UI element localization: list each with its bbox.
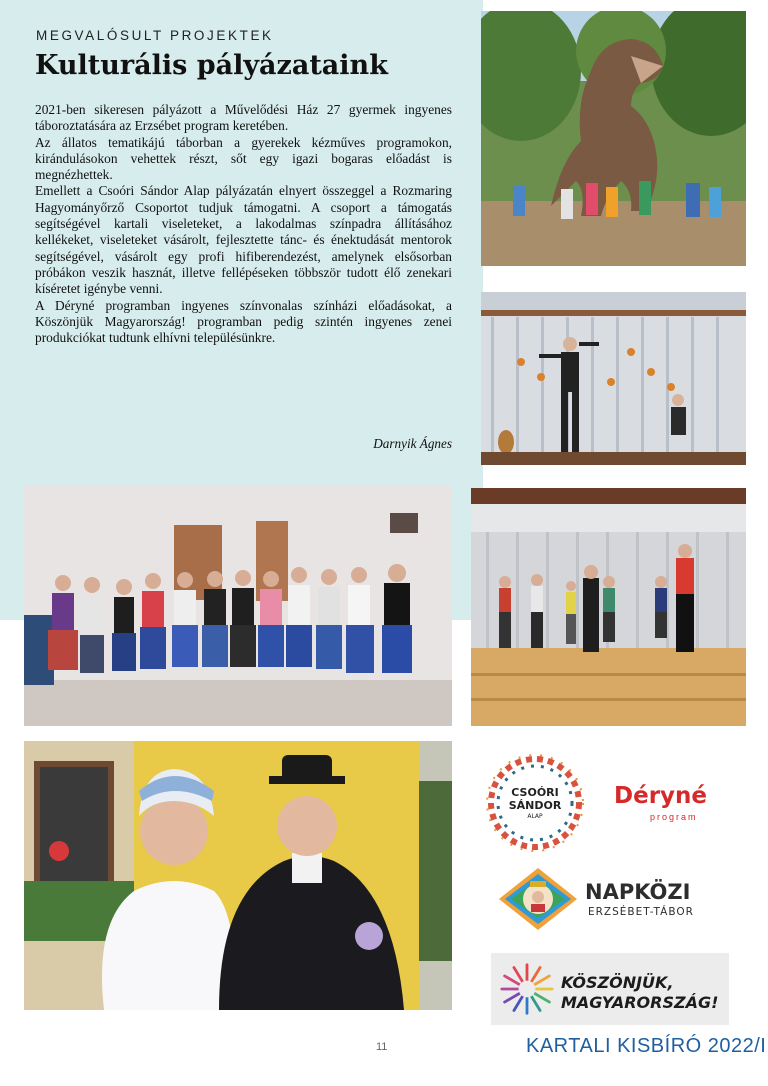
page-number: 11 [376,1041,388,1053]
sunburst-icon [499,961,555,1017]
csoori-line2: SÁNDOR [508,799,562,812]
logo-napkozi-erzsebet-tabor [497,866,723,932]
article-paragraph: Emellett a Csoóri Sándor Alap pályázatán elnyert összeggel a Rozmaring Hagyományőrző Csoportot tudjuk támogatni. A csoport a támogatás segítségével kartali viseleteket, a lakodalmas színpadra állításához kellékeket, viseleteket vásárolt, fejlesztette tánc- és énektudását mentorok segítségével, vásárolt egy profi hifiberendezést, amelynek elsősorban próbákon veszik hasznát, illetve fellépéseken többször tudott élő zenekari kíséretet igénybe venni. [35,183,452,297]
photo-dance-group [24,485,452,726]
photo-traditional-couple [24,741,452,1010]
csoori-line1: CSOÓRI [511,786,559,799]
csoori-line3: ALAP [527,813,543,820]
section-kicker: MEGVALÓSULT PROJEKTEK [36,28,274,43]
article-paragraph: Az állatos tematikájú táborban a gyerekek kézműves programokon, kirándulásokon vehettek részt, sőt egy igazi bogaras előadást is megnézhettek. [35,134,452,183]
page-title: Kulturális pályázataink [35,50,388,81]
photo-dinosaur-camp [481,11,746,266]
publication-masthead: KARTALI KISBÍRÓ 2022/I [526,1035,767,1057]
napkozi-subtitle: ERZSÉBET-TÁBOR [588,906,694,918]
logo-koszonjuk-magyarorszag [491,953,729,1025]
article-body [35,102,452,346]
koszonjuk-line2: MAGYARORSZÁG! [561,993,719,1012]
article-author: Darnyik Ágnes [373,436,452,451]
queen-emblem-icon [497,866,579,932]
photo-stage-dance [471,488,746,726]
deryne-wordmark: Déryné [614,783,707,809]
photo-stage-performance [481,292,746,465]
deryne-subtitle: program [650,812,698,822]
koszonjuk-line1: KÖSZÖNJÜK, [561,973,674,992]
logo-deryne-program [612,783,732,827]
article-paragraph: 2021-ben sikeresen pályázott a Művelődési Ház 27 gyermek ingyenes táboroztatására az Erzsébet program keretében. [35,102,452,134]
logo-csoori-sandor-alap [484,752,586,854]
napkozi-title: NAPKÖZI [585,880,691,904]
article-paragraph: A Déryné programban ingyenes színvonalas színházi előadásokat, a Köszönjük Magyarország! programban pedig szintén ingyenes zenei produkciókat tudtunk elhívni településünkre. [35,297,452,346]
